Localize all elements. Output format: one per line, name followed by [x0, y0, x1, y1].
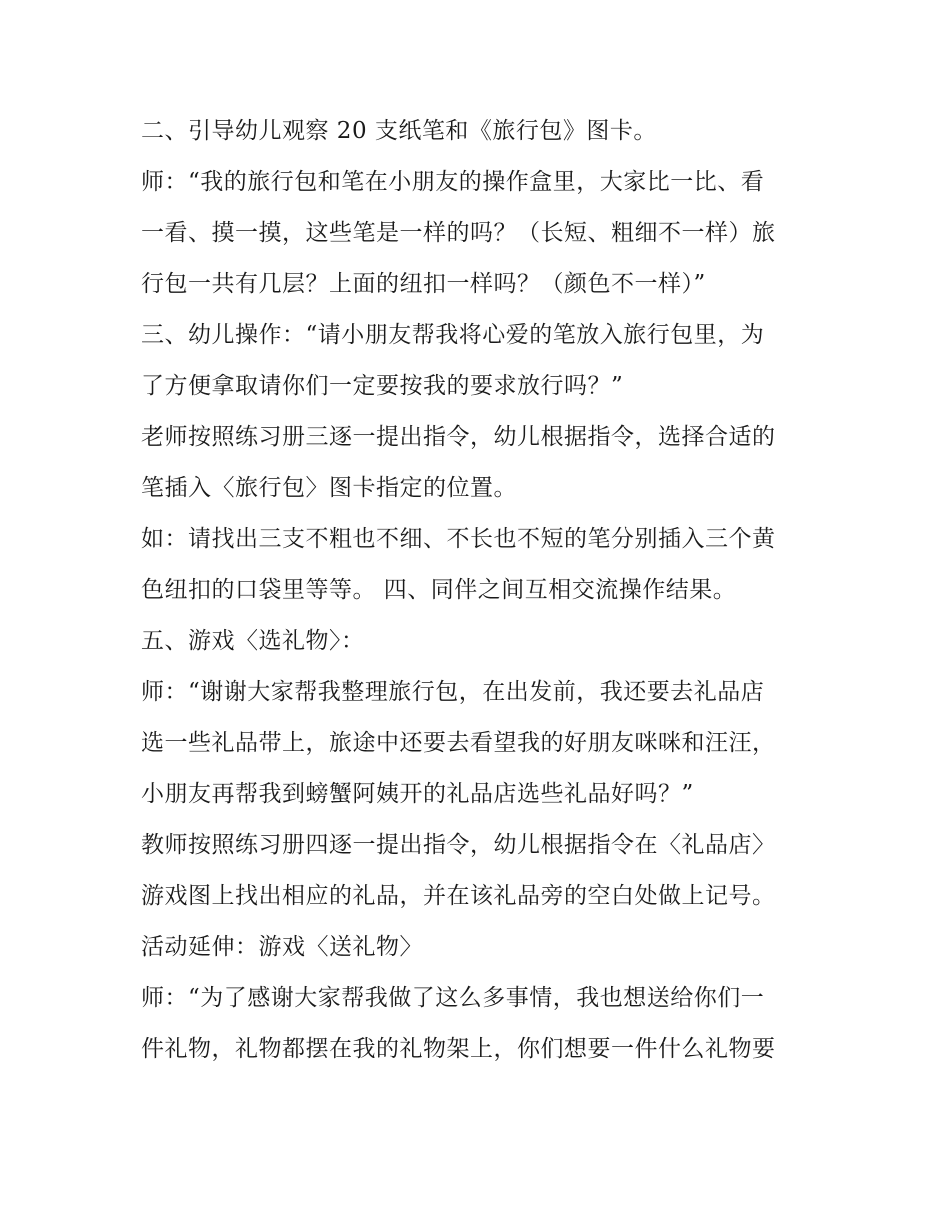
text-line: 教师按照练习册四逐一提出指令，幼儿根据指令在〈礼品店〉 — [141, 832, 776, 858]
text-line: 一看、摸一摸，这些笔是一样的吗？（长短、粗细不一样）旅 — [141, 220, 776, 246]
text-line: 小朋友再帮我到螃蟹阿姨开的礼品店选些礼品好吗？” — [141, 781, 694, 807]
text-line: 师：“谢谢大家帮我整理旅行包，在出发前，我还要去礼品店 — [141, 679, 765, 705]
document-body — [141, 106, 821, 1075]
text-line: 选一些礼品带上，旅途中还要去看望我的好朋友咪咪和汪汪， — [141, 730, 776, 756]
text-line: 件礼物，礼物都摆在我的礼物架上，你们想要一件什么礼物要 — [141, 1036, 776, 1062]
text-line: 色纽扣的口袋里等等。 四、同伴之间互相交流操作结果。 — [141, 577, 737, 603]
text-line: 活动延伸：游戏〈送礼物〉 — [141, 934, 423, 960]
text-line: 师：“为了感谢大家帮我做了这么多事情，我也想送给你们一 — [141, 985, 765, 1011]
text-line: 游戏图上找出相应的礼品，并在该礼品旁的空白处做上记号。 — [141, 883, 776, 909]
text-line: 三、幼儿操作：“请小朋友帮我将心爱的笔放入旅行包里，为 — [141, 322, 765, 348]
text-line: 二、引导幼儿观察 20 支纸笔和《旅行包》图卡。 — [141, 118, 657, 144]
text-line: 笔插入〈旅行包〉图卡指定的位置。 — [141, 475, 517, 501]
text-line: 行包一共有几层？上面的纽扣一样吗？（颜色不一样）” — [141, 271, 706, 297]
text-line: 五、游戏〈选礼物〉： — [141, 628, 365, 654]
text-line: 老师按照练习册三逐一提出指令，幼儿根据指令，选择合适的 — [141, 424, 776, 450]
text-line: 了方便拿取请你们一定要按我的要求放行吗？” — [141, 373, 624, 399]
text-line: 师：“我的旅行包和笔在小朋友的操作盒里，大家比一比、看 — [141, 169, 765, 195]
text-line: 如：请找出三支不粗也不细、不长也不短的笔分别插入三个黄 — [141, 526, 776, 552]
